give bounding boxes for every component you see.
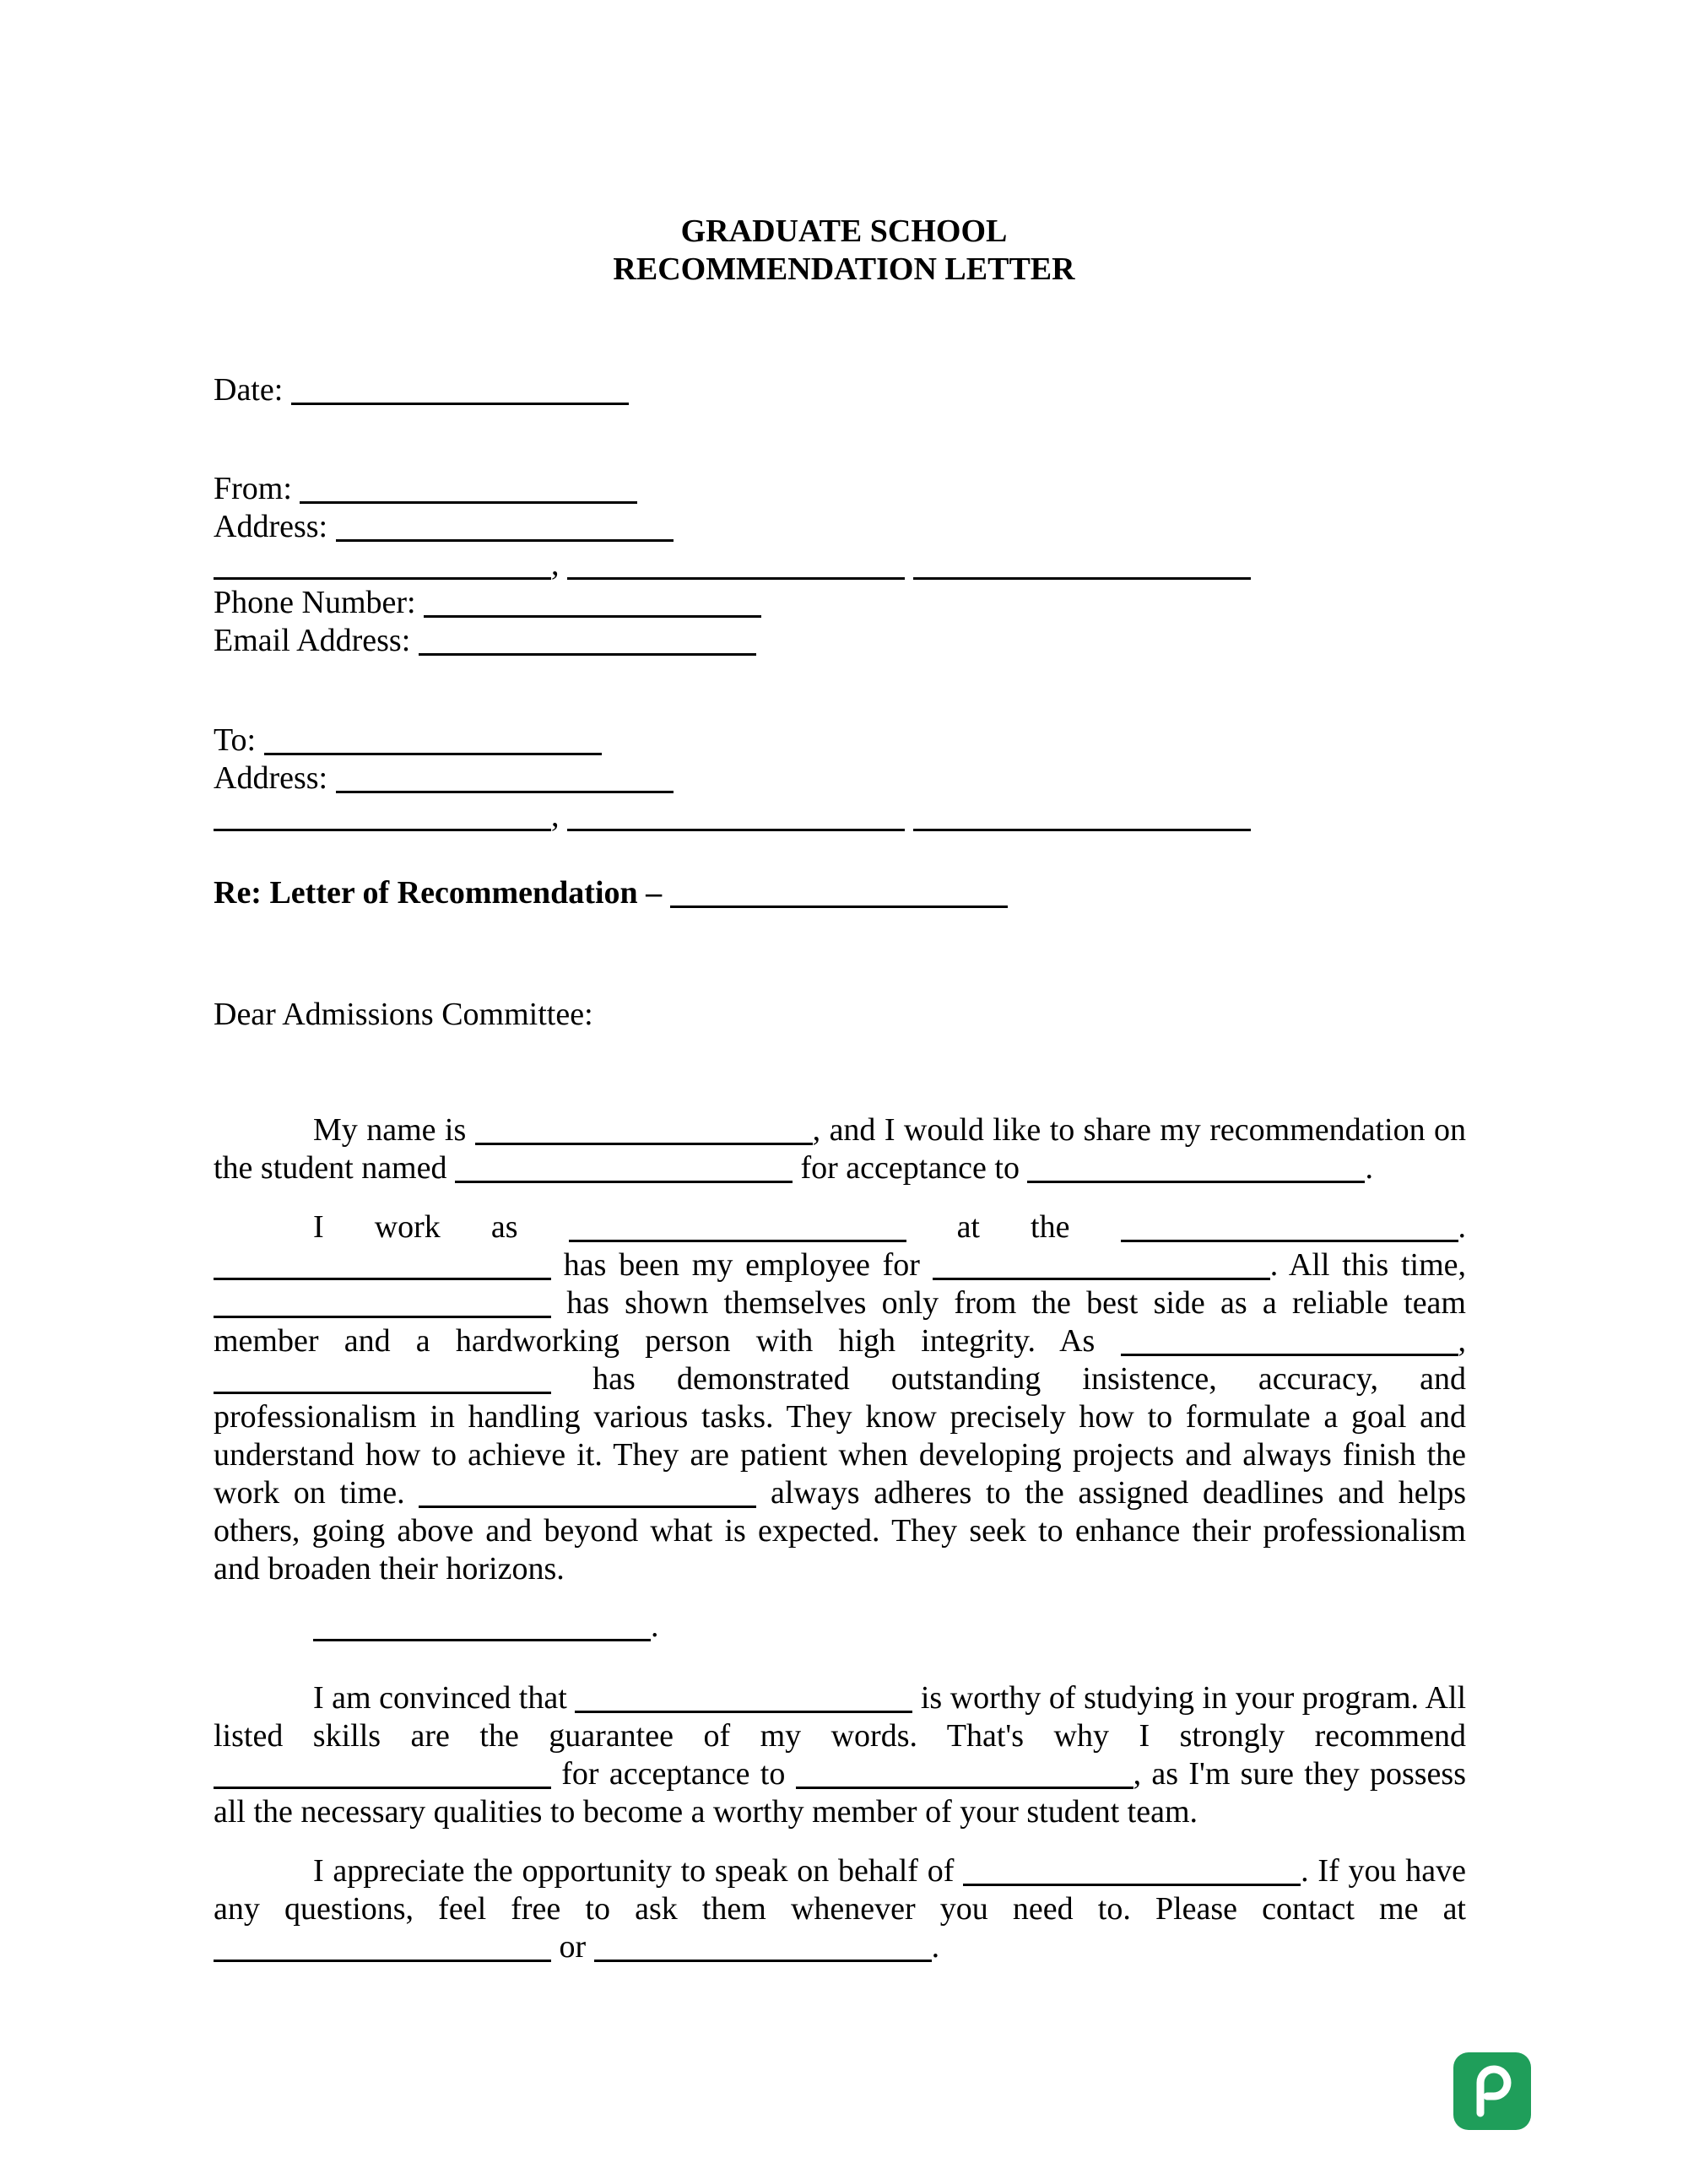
to-city-line: [214, 797, 1251, 835]
contact-email-blank[interactable]: [594, 1931, 932, 1962]
brand-logo-icon[interactable]: [1453, 2052, 1531, 2130]
p2-text-a: I work as: [313, 1209, 569, 1245]
student-name-blank-6[interactable]: [575, 1682, 912, 1713]
paragraph-3: [214, 1608, 1466, 1646]
to-state-blank[interactable]: [567, 800, 905, 831]
duration-blank[interactable]: [933, 1249, 1270, 1280]
student-name-blank-5[interactable]: [419, 1477, 756, 1508]
paragraph-5: [214, 1852, 1466, 1966]
from-zip-blank[interactable]: [913, 549, 1251, 580]
p2-text-b: at the: [906, 1209, 1121, 1245]
student-name-blank[interactable]: [455, 1152, 793, 1183]
p1-text-a: My name is: [313, 1112, 475, 1148]
to-address-blank[interactable]: [336, 762, 674, 793]
re-label: Re: Letter of Recommendation –: [214, 875, 663, 911]
email-blank[interactable]: [419, 624, 756, 656]
comma: ,: [551, 547, 560, 582]
position-blank[interactable]: [569, 1211, 906, 1242]
from-city-line: [214, 546, 1251, 584]
from-blank[interactable]: [300, 473, 637, 504]
to-label: To:: [214, 722, 257, 758]
p2-text-f: has shown themselves only from the best side as a reliable team member and a hardworking person with high integrity. As: [214, 1285, 1466, 1359]
document-title: [0, 213, 1688, 289]
p4-text-b: is worthy of studying in your program. All listed skills are the guarantee of my words. That's why I strongly recommend: [214, 1680, 1466, 1754]
program-blank[interactable]: [1027, 1152, 1365, 1183]
p2-text-h: has demonstrated outstanding insistence, accuracy, and professionalism in handling various tasks. They know precisely how to formulate a goal and understand how to achieve it. They are patient when developing projects and always finish the work on time.: [214, 1361, 1466, 1511]
phone-line: [214, 584, 761, 622]
p2-text-i: always adheres to the assigned deadlines and helps others, going above and beyond what is expected. They seek to enhance their professionalism and broaden their horizons.: [214, 1475, 1466, 1587]
role-blank[interactable]: [1121, 1325, 1458, 1356]
paragraph-1: [214, 1111, 1466, 1187]
from-line: [214, 470, 637, 508]
p2-text-d: has been my employee for: [551, 1247, 933, 1283]
phone-blank[interactable]: [424, 587, 761, 618]
company-blank[interactable]: [1121, 1211, 1458, 1242]
address-label: Address:: [214, 509, 328, 544]
address-label: Address:: [214, 760, 328, 796]
title-line-2: RECOMMENDATION LETTER: [613, 251, 1075, 287]
re-line: [214, 874, 1008, 912]
p2-text-c: .: [1458, 1209, 1466, 1245]
to-blank[interactable]: [264, 724, 602, 755]
email-line: [214, 622, 756, 660]
p4-text-d: , as I'm sure they possess all the necessary qualities to become a worthy member of your student team.: [214, 1756, 1466, 1830]
from-address-blank[interactable]: [336, 511, 674, 542]
p1-text-c: for acceptance to: [792, 1150, 1028, 1186]
email-label: Email Address:: [214, 623, 411, 658]
p2-text-e: . All this time,: [1269, 1247, 1466, 1283]
date-label: Date:: [214, 372, 284, 408]
from-label: From:: [214, 471, 292, 506]
p5-text-b: . If you have any questions, feel free to ask them whenever you need to. Please contact me at: [214, 1853, 1466, 1927]
student-name-blank-8[interactable]: [963, 1855, 1301, 1886]
from-address-line: [214, 508, 674, 546]
p5-text-c: or: [551, 1929, 594, 1965]
student-name-blank-7[interactable]: [214, 1758, 551, 1789]
to-zip-blank[interactable]: [913, 800, 1251, 831]
p4-text-a: I am convinced that: [313, 1680, 576, 1716]
p-logo-icon: [1453, 2052, 1531, 2130]
to-line: [214, 722, 602, 760]
student-name-blank-2[interactable]: [214, 1249, 551, 1280]
p1-text-d: .: [1365, 1150, 1373, 1186]
p5-text-a: I appreciate the opportunity to speak on behalf of: [313, 1853, 964, 1889]
p4-text-c: for acceptance to: [551, 1756, 796, 1792]
p5-text-d: .: [931, 1929, 940, 1965]
contact-phone-blank[interactable]: [214, 1931, 551, 1962]
paragraph-4: [214, 1679, 1466, 1831]
date-line: [214, 371, 629, 409]
program-blank-2[interactable]: [796, 1758, 1133, 1789]
paragraph-2: [214, 1208, 1466, 1588]
title-line-1: GRADUATE SCHOOL: [680, 214, 1008, 249]
date-blank[interactable]: [291, 374, 629, 405]
phone-label: Phone Number:: [214, 585, 416, 620]
p2-text-g: ,: [1458, 1323, 1466, 1359]
p1-text-b: , and I would like to share my recommendation on the student named: [214, 1112, 1466, 1186]
from-city-blank[interactable]: [214, 549, 551, 580]
to-city-blank[interactable]: [214, 800, 551, 831]
p3-text-a: .: [651, 1608, 659, 1644]
recommender-name-blank[interactable]: [475, 1114, 813, 1145]
student-name-blank-4[interactable]: [214, 1363, 551, 1394]
salutation: Dear Admissions Committee:: [214, 997, 593, 1032]
student-name-blank-3[interactable]: [214, 1287, 551, 1318]
comma: ,: [551, 798, 560, 834]
to-address-line: [214, 760, 674, 797]
re-blank[interactable]: [670, 877, 1008, 908]
additional-info-blank[interactable]: [313, 1610, 651, 1641]
from-state-blank[interactable]: [567, 549, 905, 580]
